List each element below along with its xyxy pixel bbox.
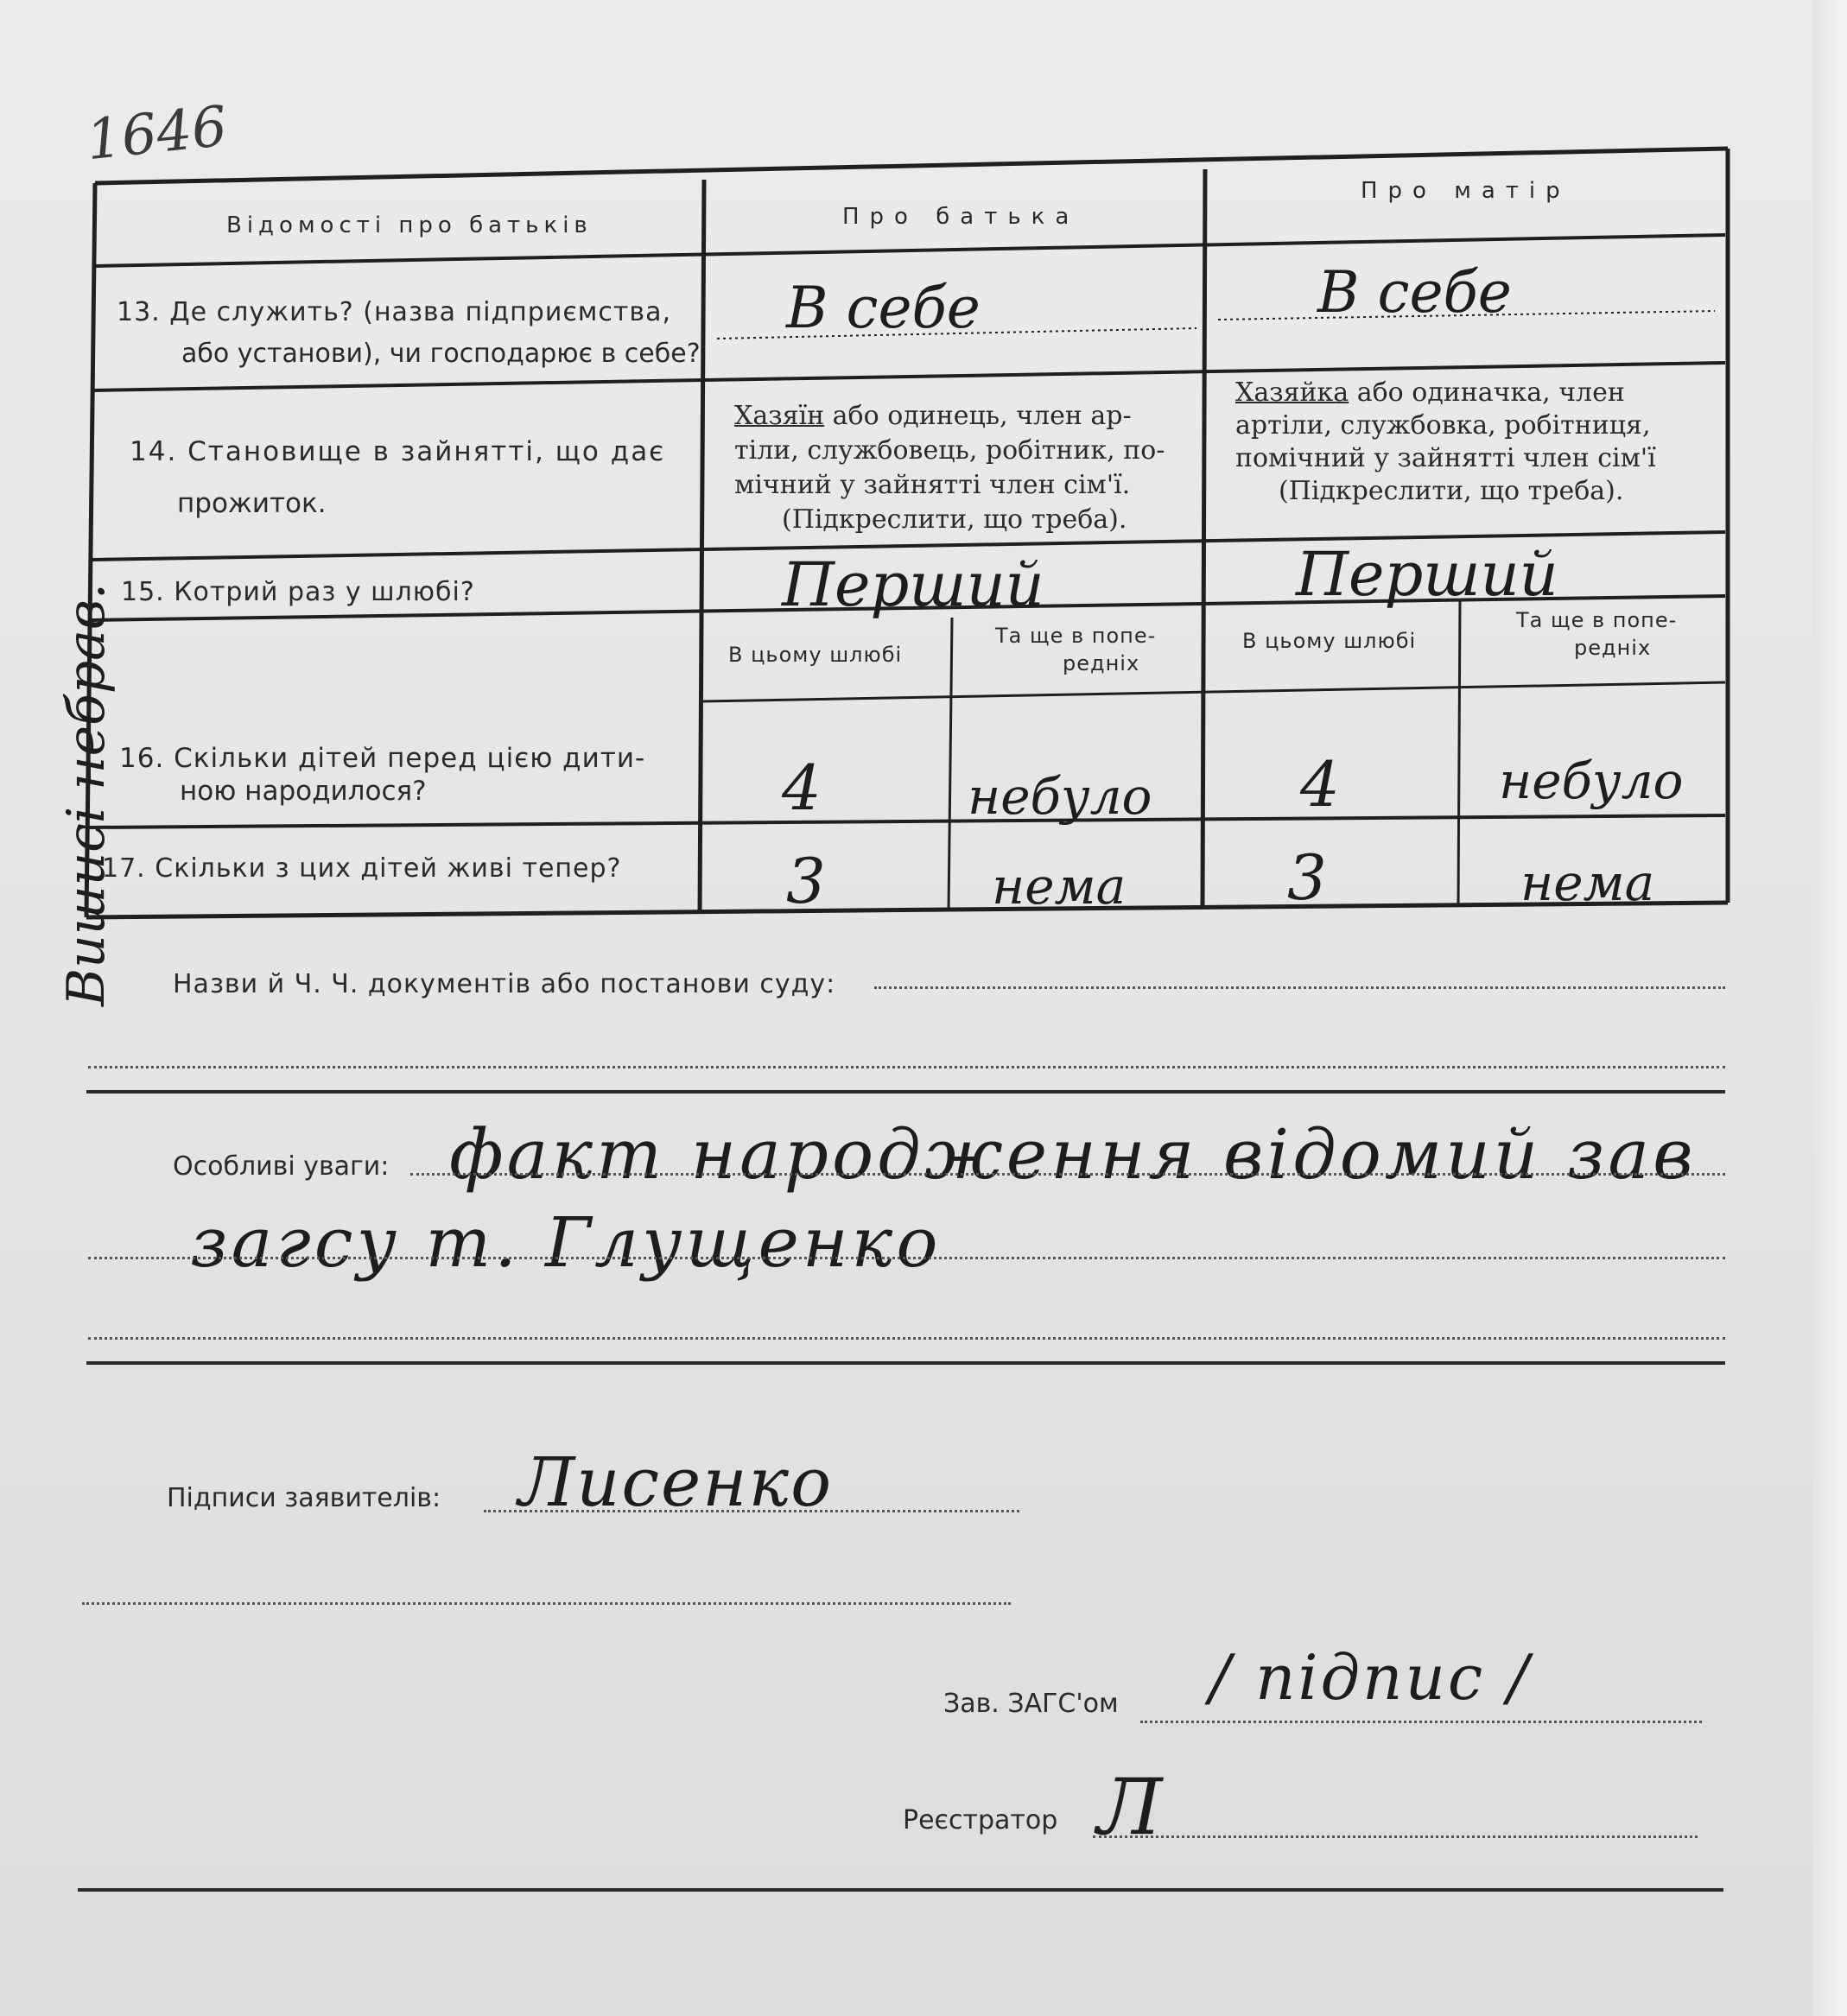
row16-mother-prev: небуло <box>1499 751 1684 810</box>
archive-number: 1646 <box>83 94 231 174</box>
special-notes-line-1: факт народження відомий зав <box>449 1114 1697 1195</box>
row14-father-line2: тіли, службовець, робітник, по- <box>734 435 1165 466</box>
row14-father-options <box>734 399 1165 537</box>
row15-mother-answer: Перший <box>1296 539 1558 610</box>
subheader-mother-prev-2: редніх <box>1574 636 1652 660</box>
row17-father-this: 3 <box>786 845 826 917</box>
documents-label: Назви й Ч. Ч. документів або постанови суду: <box>173 969 836 999</box>
special-notes-label: Особливі уваги: <box>173 1151 390 1182</box>
subheader-mother-this: В цьому шлюбі <box>1242 629 1417 653</box>
row14-father-line3: мічний у зайнятті член сім'ї. <box>734 470 1131 500</box>
zags-head-label: Зав. ЗАГС'ом <box>943 1689 1119 1719</box>
header-parents-info: Відомості про батьків <box>226 212 593 238</box>
subheader-father-prev-2: редніх <box>1063 651 1140 675</box>
registrar-label: Реєстратор <box>903 1805 1058 1835</box>
row13-mother-answer: В себе <box>1317 259 1512 326</box>
margin-note: Вишисі небрав. <box>56 583 117 1006</box>
registrar-signature: Л <box>1097 1762 1163 1853</box>
row16-label-2: ною народилося? <box>180 776 427 807</box>
applicants-signature: Лисенко <box>518 1444 834 1522</box>
row17-label: 17. Скільки з цих дітей живі тепер? <box>102 853 622 884</box>
row17-father-prev: нема <box>992 857 1127 916</box>
row16-father-this: 4 <box>782 751 822 824</box>
special-notes-underline-3 <box>88 1337 1725 1340</box>
subheader-mother-prev-1: Та ще в попе- <box>1516 608 1678 632</box>
subheader-father-this: В цьому шлюбі <box>728 643 903 667</box>
applicants-label: Підписи заявителів: <box>167 1483 441 1513</box>
row16-father-prev: небуло <box>968 767 1152 826</box>
subheader-father-prev-1: Та ще в попе- <box>995 624 1157 648</box>
row17-mother-prev: нема <box>1520 853 1655 912</box>
row14-mother-line3: помічний у зайнятті член сім'ї <box>1235 443 1656 473</box>
documents-line-2 <box>88 1066 1725 1068</box>
header-mother: Про матір <box>1361 178 1571 204</box>
row13-label-1: 13. Де служить? (назва підприємства, <box>117 297 672 327</box>
special-notes-underline-1 <box>410 1173 1725 1176</box>
row13-label-2: або установи), чи господарює в себе? <box>181 339 701 369</box>
documents-line-1 <box>874 986 1725 989</box>
special-notes-underline-2 <box>88 1257 1725 1259</box>
row14-father-line1: або одинець, член ар- <box>824 401 1132 431</box>
row17-mother-this: 3 <box>1287 841 1327 914</box>
row13-father-answer: В себе <box>786 275 981 341</box>
divider-1 <box>86 1090 1725 1094</box>
zags-head-line <box>1140 1721 1702 1723</box>
header-father: Про батька <box>842 204 1080 230</box>
special-notes-line-2: загсу т. Глущенко <box>190 1202 942 1283</box>
row14-mother-line1: або одиначка, член <box>1349 377 1625 408</box>
row14-mother-options <box>1235 377 1656 508</box>
row16-label-1: 16. Скільки дітей перед цією дити- <box>119 743 646 774</box>
row15-father-answer: Перший <box>782 549 1044 620</box>
row14-mother-line2: артіли, службовка, робітниця, <box>1235 410 1651 441</box>
applicants-line-2 <box>82 1602 1011 1605</box>
applicants-line-1 <box>484 1510 1019 1512</box>
row14-mother-line4: (Підкреслити, що треба). <box>1279 476 1624 506</box>
row14-mother-selected: Хазяйка <box>1235 377 1349 408</box>
row14-label-1: 14. Становище в зайнятті, що дає <box>130 436 666 467</box>
zags-head-signature: / підпис / <box>1209 1641 1532 1714</box>
registrar-line <box>1093 1835 1698 1838</box>
divider-2 <box>86 1361 1725 1365</box>
row15-label: 15. Котрий раз у шлюбі? <box>121 577 475 607</box>
row16-mother-this: 4 <box>1300 748 1340 821</box>
bottom-rule <box>78 1888 1723 1892</box>
row14-father-line4: (Підкреслити, що треба). <box>782 504 1127 535</box>
row14-father-selected: Хазяїн <box>734 401 825 431</box>
row14-label-2: прожиток. <box>177 488 327 519</box>
